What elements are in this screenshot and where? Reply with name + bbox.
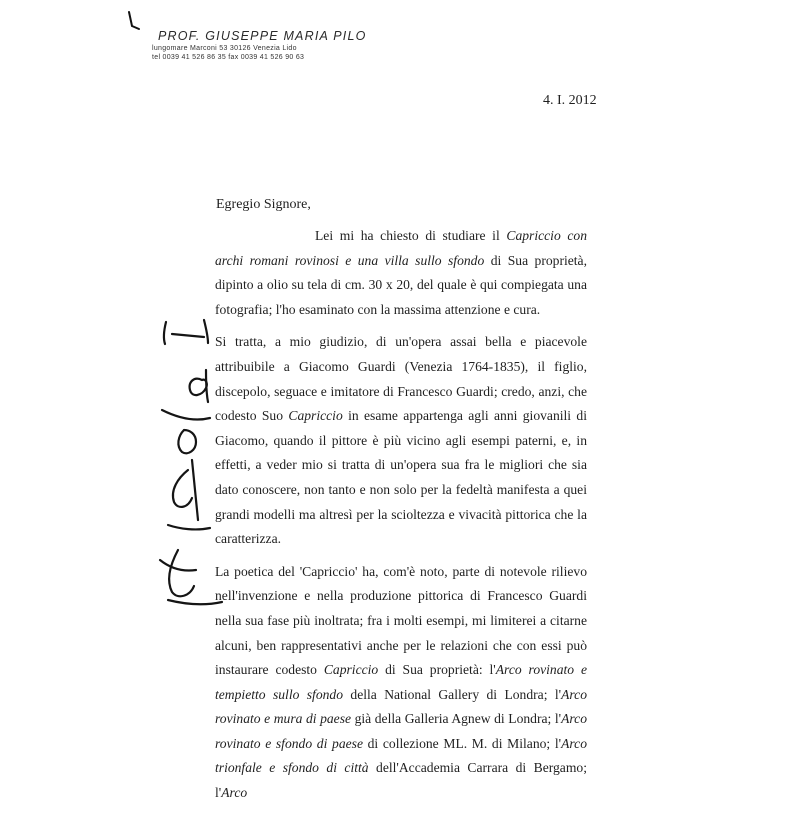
text-run: di Sua proprietà: l' [378,662,496,678]
italic-title: Arco rovinato e sfondo di paese [215,711,587,751]
italic-title: Arco rovinato e mura di paese [215,686,587,727]
salutation: Egregio Signore, [216,197,311,212]
text-run: dell'Accademia Carrara di Bergamo; l' [215,760,587,801]
text-run: Si tratta, a mio giudizio, di un'opera assai bella e piacevole attribuibile a Giacomo Guardi (Venezia 1764-1835), il figlio, discepolo, seguace e imitatore di Francesco Guardi; credo, anzi, che codesto Suo [215,334,587,424]
text-run: di Sua proprietà, dipinto a olio su tela di cm. 30 x 20, del quale è qui compiegata una fotografia; l'ho esaminato con la massima attenzione e cura. [215,252,587,317]
italic-title: Capriccio con archi romani rovinosi e una villa sullo sfondo [215,228,587,268]
italic-title: Capriccio [288,408,343,424]
text-run: della National Gallery di Londra; l' [343,686,562,702]
text-run: di collezione ML. M. di Milano; l' [362,735,562,751]
letterhead-name: PROF. GIUSEPPE MARIA PILO [158,29,367,43]
letterhead-address: lungomare Marconi 53 30126 Venezia Lido [152,45,297,52]
pen-mark [126,10,142,32]
text-run: già della Galleria Agnew di Londra; l' [351,711,562,727]
text-run: in esame appartenga agli anni giovanili di Giacomo, quando il pittore è più vicino agli esempi paterni, e, in effetti, a veder mio si tratta di un'opera sua fra le migliori che sia dato conoscere, non tanto e non solo per la fedeltà manifesta a quei grandi modelli ma altresì per la scioltezza e vivacità pittorica che la caratterizza. [215,408,587,547]
italic-title: Arco [221,785,248,801]
letter-date: 4. I. 2012 [543,93,597,108]
body-paragraph [215,330,587,551]
text-run: La poetica del 'Capriccio' ha, com'è noto, parte di notevole rilievo nell'invenzione e nella produzione pittorica di Francesco Guardi nella sua fase più inoltrata; fra i molti esempi, mi limiterei a citarne alcuni, ben rappresentativi anche per le relazioni che con essi può instaurare codesto [215,563,587,678]
italic-title: Arco rovinato e tempietto sullo sfondo [215,662,587,702]
body-paragraph [215,560,587,806]
body-paragraph [215,224,587,322]
handwritten-signature [148,310,238,630]
letter-body [215,224,587,814]
text-run: Lei mi ha chiesto di studiare il [315,228,507,243]
italic-title: Arco trionfale e sfondo di città [215,735,588,776]
italic-title: Capriccio [323,662,379,678]
letterhead-phone: tel 0039 41 526 86 35 fax 0039 41 526 90 63 [152,54,305,61]
